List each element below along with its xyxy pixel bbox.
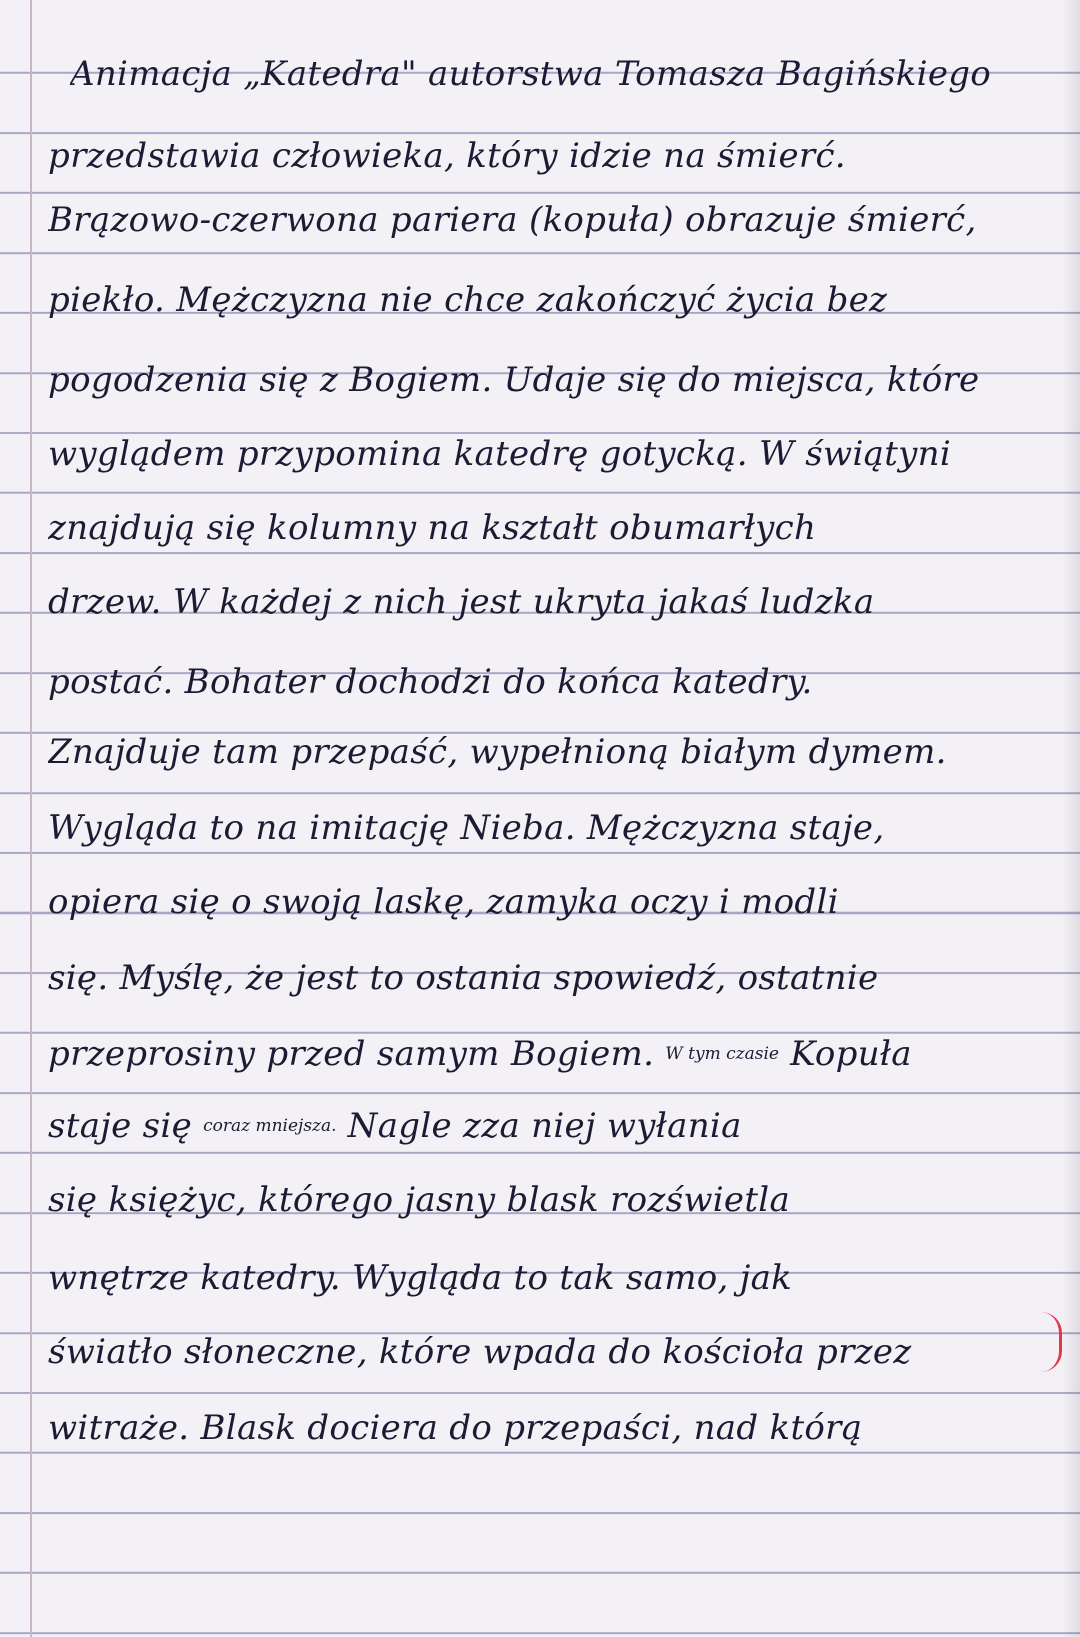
inserted-note: W tym czasie	[665, 1044, 779, 1064]
text-line: wyglądem przypomina katedrę gotycką. W świątyni	[48, 434, 952, 474]
text-line: znajdują się kolumny na kształt obumarłych	[48, 508, 817, 548]
margin-line	[30, 0, 32, 1637]
text-line: piekło. Mężczyzna nie chce zakończyć życia bez	[48, 280, 888, 320]
text-line: Wygląda to na imitację Nieba. Mężczyzna staje,	[48, 808, 885, 848]
text-line: pogodzenia się z Bogiem. Udaje się do miejsca, które	[48, 360, 980, 400]
text-line: wnętrze katedry. Wygląda to tak samo, jak	[48, 1258, 793, 1298]
text-line	[48, 1096, 1050, 1156]
line-main: przeprosiny przed samym Bogiem.	[48, 1034, 655, 1074]
page-edge-shadow	[1062, 0, 1080, 1637]
text-line	[48, 1024, 1050, 1084]
text-line: się. Myślę, że jest to ostania spowiedź, ostatnie	[48, 958, 879, 998]
line-tail: Nagle zza niej wyłania	[347, 1106, 742, 1146]
text-line: drzew. W każdej z nich jest ukryta jakaś ludzka	[48, 582, 875, 622]
text-line: witraże. Blask dociera do przepaści, nad którą	[48, 1408, 863, 1448]
text-line: postać. Bohater dochodzi do końca katedry.	[48, 662, 813, 702]
text-line: opiera się o swoją laskę, zamyka oczy i modli	[48, 882, 839, 922]
text-line: się księżyc, którego jasny blask rozświetla	[48, 1180, 791, 1220]
text-line: przedstawia człowieka, który idzie na śmierć.	[48, 136, 846, 176]
inserted-note: coraz mniejsza.	[203, 1116, 337, 1136]
text-line: Animacja „Katedra" autorstwa Tomasza Bagińskiego	[70, 54, 992, 94]
text-line: światło słoneczne, które wpada do kościoła przez	[48, 1332, 912, 1372]
line-tail: Kopuła	[790, 1034, 912, 1074]
text-line: Brązowo-czerwona pariera (kopuła) obrazuje śmierć,	[48, 200, 977, 240]
red-bracket-mark	[1041, 1312, 1062, 1372]
text-line: Znajduje tam przepaść, wypełnioną białym dymem.	[48, 732, 947, 772]
line-main: staje się	[48, 1106, 192, 1146]
